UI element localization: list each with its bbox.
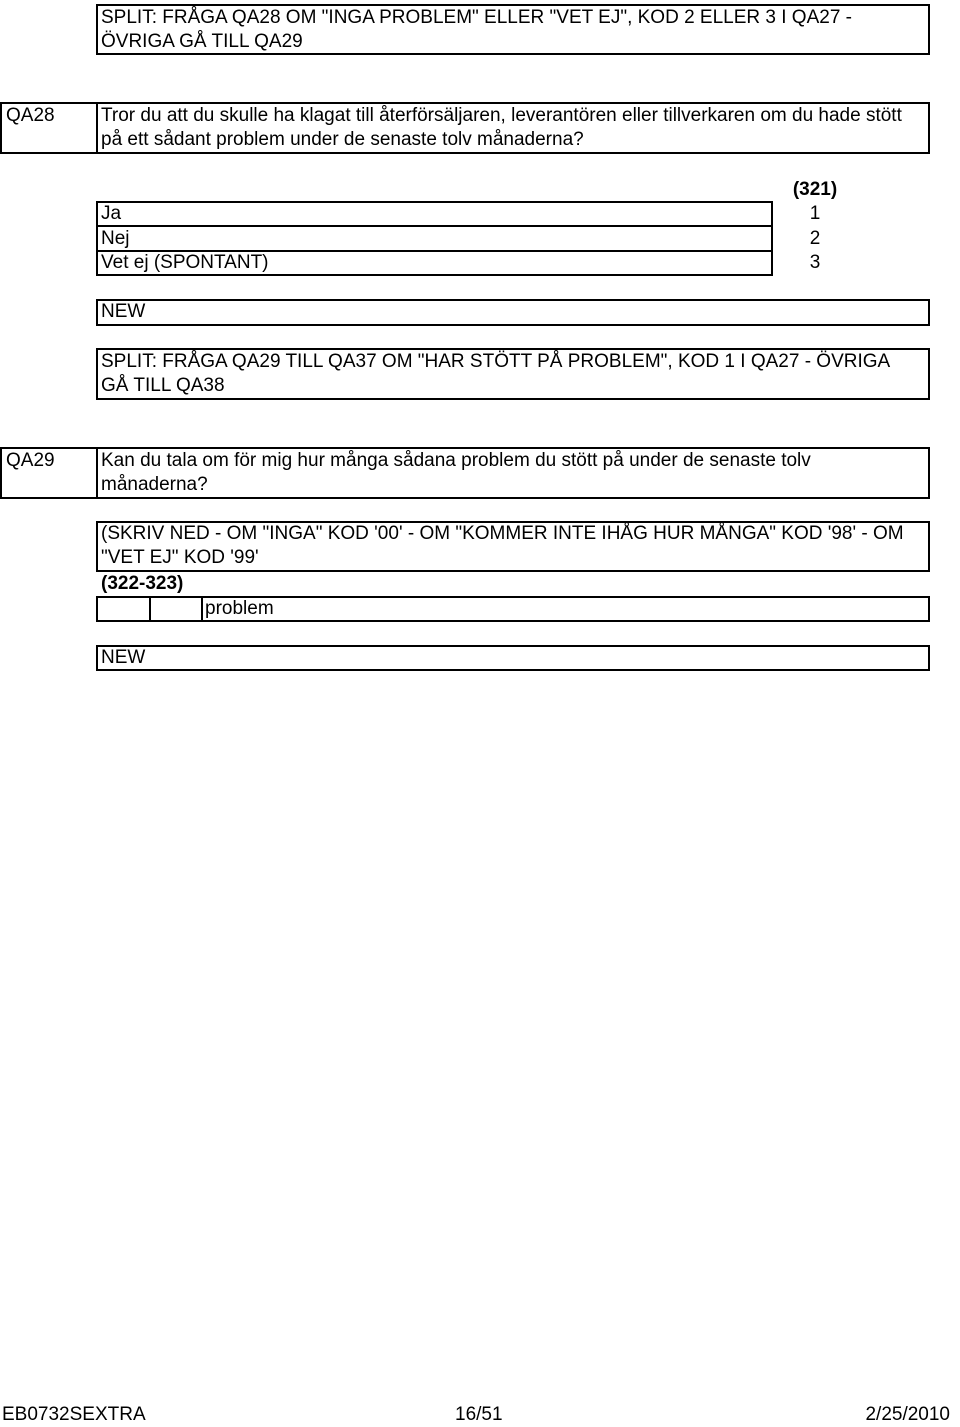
option-label-vet-ej: Vet ej (SPONTANT) (101, 252, 269, 273)
option-divider (96, 225, 773, 227)
option-label-nej: Nej (101, 228, 130, 249)
new-box-qa28 (96, 299, 930, 326)
answer-unit-label: problem (205, 598, 274, 619)
question-id-qa28: QA28 (6, 105, 55, 126)
question-id-divider (96, 102, 98, 154)
new-label-qa28: NEW (101, 301, 146, 322)
question-text-qa29: Kan du tala om för mig hur många sådana problem du stött på under de senaste tolv månaderna? (101, 450, 811, 495)
footer-date: 2/25/2010 (865, 1404, 950, 1425)
option-label-ja: Ja (101, 203, 122, 224)
interviewer-instruction-qa29-text: (SKRIV NED - OM "INGA" KOD '00' - OM "KOMMER INTE IHÅG HUR MÅNGA" KOD '98' - OM "VET EJ" KOD '99' (101, 523, 904, 568)
split-instruction-qa28-text: SPLIT: FRÅGA QA28 OM "INGA PROBLEM" ELLER "VET EJ", KOD 2 ELLER 3 I QA27 - ÖVRIGA GÅ TILL QA29 (101, 7, 853, 52)
question-id-divider (96, 447, 98, 499)
question-id-qa29: QA29 (6, 450, 55, 471)
digit-cell-2[interactable] (151, 598, 201, 620)
column-code-qa29: (322-323) (101, 573, 184, 594)
split-instruction-qa29-text: SPLIT: FRÅGA QA29 TILL QA37 OM "HAR STÖTT PÅ PROBLEM", KOD 1 I QA27 - ÖVRIGA GÅ TILL QA38 (101, 351, 890, 396)
digit-cell-divider (201, 596, 203, 622)
new-box-qa29 (96, 645, 930, 671)
new-label-qa29: NEW (101, 647, 146, 668)
footer-doc-id: EB0732SEXTRA (2, 1404, 146, 1425)
column-code-qa28: (321) (792, 179, 838, 200)
option-code-nej[interactable]: 2 (809, 228, 821, 249)
option-code-vet-ej[interactable]: 3 (809, 252, 821, 273)
question-text-qa28: Tror du att du skulle ha klagat till återförsäljaren, leverantören eller tillverkaren om du hade stött på ett sådant problem under de senaste tolv månaderna? (101, 105, 902, 150)
digit-cell-1[interactable] (98, 598, 149, 620)
option-code-ja[interactable]: 1 (809, 203, 821, 224)
footer-page-number: 16/51 (455, 1404, 503, 1425)
